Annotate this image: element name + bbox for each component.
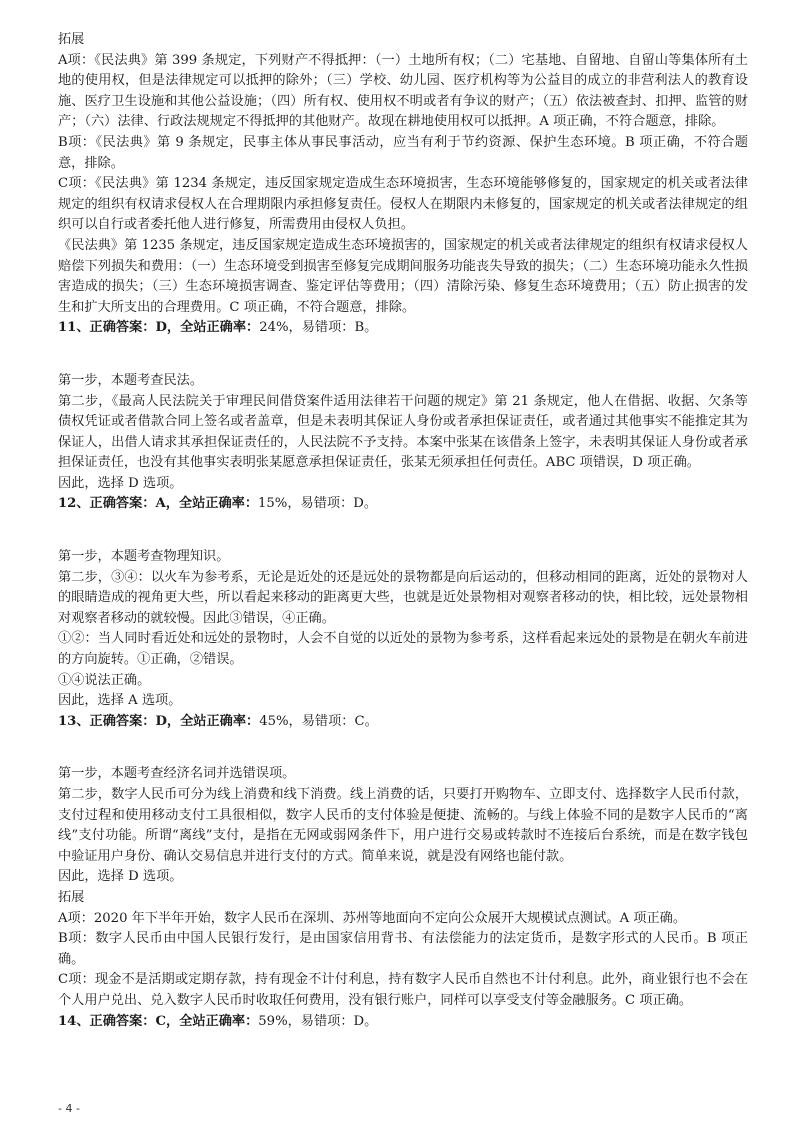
q11-answer-label: 11、正确答案：D，全站正确率： (58, 320, 260, 336)
extension-paragraph: B项：数字人民币由中国人民银行发行，是由国家信用背书、有法偿能力的法定货币，是数字形式的人民币。B 项正确。 (58, 931, 748, 967)
q12-step: ①④说法正确。 (58, 672, 151, 688)
extension-paragraph: B项：《民法典》第 9 条规定，民事主体从事民事活动，应当有利于节约资源、保护生态环境。B 项正确，不符合题意，排除。 (58, 134, 748, 171)
q12-step: 第二步，③④：以火车为参考系，无论是近处的还是远处的景物都是向后运动的，但移动相同的距离，近处的景物对人的眼睛造成的视角更大些，所以看起来移动的距离更大些，也就是近处景物相对观察者移动的快，相比较，远处景物相对观察者移动的就较慢。因此③错误，④正确。 (58, 569, 748, 626)
q11-answer-rest: 24%，易错项：B。 (259, 320, 378, 336)
q12-conclusion: 因此，选择 A 选项。 (58, 693, 182, 709)
extension-heading: 拓展 (58, 32, 85, 47)
q13-answer-line (58, 712, 748, 733)
q14-section (58, 1012, 748, 1033)
q11-section (58, 318, 748, 494)
q14-answer-rest: 59%，易错项：D。 (258, 1013, 378, 1029)
q11-step: 第一步，本题考查民法。 (58, 372, 204, 388)
q12-answer-rest: 15%，易错项：D。 (258, 496, 378, 512)
q12-step: 第一步，本题考查物理知识。 (58, 549, 230, 565)
q13-step: 第二步，数字人民币可分为线上消费和线下消费。线上消费的话，只要打开购物车、立即支付、选择数字人民币付款，支付过程和使用移动支付工具很相似，数字人民币的支付体验是便捷、流畅的。与线上体验不同的是数字人民币的“离线”支付功能。所谓“离线”支付，是指在无网或弱网条件下，用户进行交易或转款时不连接后台系统，而是在数字钱包中验证用户身份、确认交易信息并进行支付的方式。简单来说，就是没有网络也能付款。 (58, 787, 748, 864)
extension-heading: 拓展 (58, 889, 85, 905)
q11-step: 第二步，《最高人民法院关于审理民间借贷案件适用法律若干问题的规定》第 21 条规定，他人在借据、收据、欠条等债权凭证或者借款合同上签名或者盖章，但是未表明其保证人身份或者承担保证责任，或者通过其他事实不能推定其为保证人，出借人请求其承担保证责任的，人民法院不予支持。本案中张某在该借条上签字，未表明其保证人身份或者承担保证责任，也没有其他事实表明张某愿意承担保证责任，张某无须承担任何责任。ABC 项错误，D 项正确。 (58, 393, 748, 471)
extension-paragraph: A项：《民法典》第 399 条规定，下列财产不得抵押：（一）土地所有权；（二）宅基地、自留地、自留山等集体所有土地的使用权，但是法律规定可以抵押的除外；（三）学校、幼儿园、医疗机构等为公益目的成立的非营利法人的教育设施、医疗卫生设施和其他公益设施；（四）所有权、使用权不明或者有争议的财产；（五）依法被查封、扣押、监管的财产；（六）法律、行政法规规定不得抵押的其他财产。故现在耕地使用权可以抵押。A 项正确，不符合题意，排除。 (58, 52, 748, 130)
q14-answer-label: 14、正确答案：C，全站正确率： (58, 1013, 259, 1029)
q12-answer-line (58, 494, 748, 515)
extension-paragraph: C项：现金不是活期或定期存款，持有现金不计付利息，持有数字人民币自然也不计付利息。此外，商业银行也不会在个人用户兑出、兑入数字人民币时收取任何费用，没有银行账户，同样可以享受支付等金融服务。C 项正确。 (58, 972, 748, 1008)
q12-section (58, 494, 748, 711)
q13-answer-label: 13、正确答案：D，全站正确率： (58, 713, 260, 729)
q13-section (58, 712, 748, 1012)
extension-paragraph: C项：《民法典》第 1234 条规定，违反国家规定造成生态环境损害，生态环境能够修复的，国家规定的机关或者法律规定的组织有权请求侵权人在合理期限内承担修复责任。侵权人在期限内未修复的，国家规定的机关或者法律规定的组织可以自行或者委托他人进行修复，所需费用由侵权人负担。 (58, 176, 748, 233)
q12-step: ①②：当人同时看近处和远处的景物时，人会不自觉的以近处的景物为参考系，这样看起来远处的景物是在朝火车前进的方向旋转。①正确，②错误。 (58, 631, 748, 668)
spacer (58, 732, 748, 764)
extension-paragraph: A项：2020 年下半年开始，数字人民币在深圳、苏州等地面向不定向公众展开大规模试点测试。A 项正确。 (58, 910, 687, 926)
q13-conclusion: 因此，选择 D 选项。 (58, 869, 183, 885)
document-page (58, 30, 748, 1032)
q10-extension (58, 30, 748, 318)
q11-answer-line (58, 318, 748, 339)
page-number: - 4 - (58, 1102, 80, 1115)
extension-paragraph: 《民法典》第 1235 条规定，违反国家规定造成生态环境损害的，国家规定的机关或者法律规定的组织有权请求侵权人赔偿下列损失和费用：（一）生态环境受到损害至修复完成期间服务功能丧失导致的损失；（二）生态环境功能永久性损害造成的损失；（三）生态环境损害调查、鉴定评估等费用；（四）清除污染、修复生态环境费用；（五）防止损害的发生和扩大所支出的合理费用。C 项正确，不符合题意，排除。 (58, 237, 748, 315)
q11-conclusion: 因此，选择 D 选项。 (58, 475, 183, 491)
q13-step: 第一步，本题考查经济名词并选错误项。 (58, 766, 296, 782)
spacer (58, 515, 748, 547)
q14-answer-line (58, 1012, 748, 1033)
q13-answer-rest: 45%，易错项：C。 (259, 713, 378, 729)
spacer (58, 339, 748, 371)
q12-answer-label: 12、正确答案：A，全站正确率： (58, 496, 259, 512)
